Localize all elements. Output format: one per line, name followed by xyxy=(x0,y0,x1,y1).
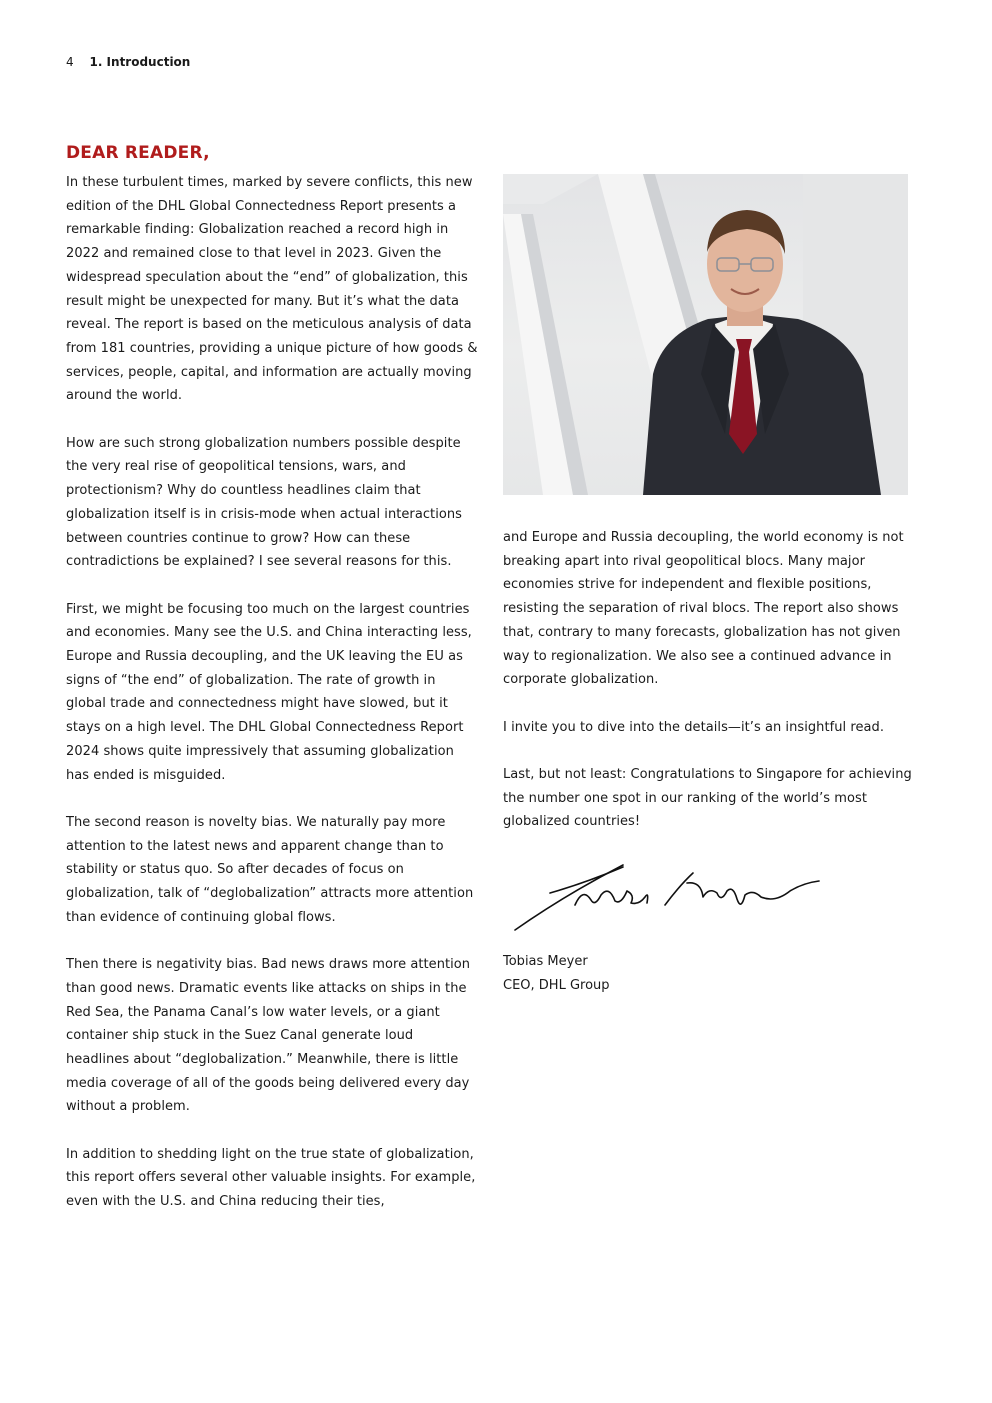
paragraph: I invite you to dive into the details—it’s an insightful read. xyxy=(503,719,885,735)
paragraph: In these turbulent times, marked by severe conflicts, this new edition of the DHL Global Connectedness Report presents a remarkable finding: Globalization reached a record high in 2022 and remained close to that level in 2023. Given the widespread speculation about the “end” of globalization, this result might be unexpected for many. But it’s what the data reveal. The report is based on the meticulous analysis of data from 181 countries, providing a unique picture of how goods & services, people, capital, and information are actually moving around the world. xyxy=(66,175,478,404)
page-number: 4 xyxy=(66,55,74,69)
section-title: 1. Introduction xyxy=(89,55,191,69)
signer-block xyxy=(503,950,610,997)
left-column xyxy=(66,171,478,1214)
paragraph: How are such strong globalization numbers possible despite the very real rise of geopolitical tensions, wars, and protectionism? Why do countless headlines claim that globalization itself is in crisis-mode when actual interactions between countries continue to grow? How can these contradictions be explained? I see several reasons for this. xyxy=(66,435,462,570)
paragraph: The second reason is novelty bias. We naturally pay more attention to the latest news and apparent change than to stability or status quo. So after decades of focus on globalization, talk of “deglobalization” attracts more attention than evidence of continuing global flows. xyxy=(66,814,474,925)
paragraph: First, we might be focusing too much on the largest countries and economies. Many see the U.S. and China interacting less, Europe and Russia decoupling, and the UK leaving the EU as signs of “the end” of globalization. The rate of growth in global trade and connectedness might have slowed, but it stays on a high level. The DHL Global Connectedness Report 2024 shows quite impressively that assuming globalization has ended is misguided. xyxy=(66,601,472,783)
signer-role: CEO, DHL Group xyxy=(503,977,610,993)
paragraph: Then there is negativity bias. Bad news draws more attention than good news. Dramatic events like attacks on ships in the Red Sea, the Panama Canal’s low water levels, or a giant container ship stuck in the Suez Canal generate loud headlines about “deglobalization.” Meanwhile, there is little media coverage of all of the goods being delivered every day without a problem. xyxy=(66,957,471,1115)
right-column xyxy=(503,526,913,834)
paragraph: Last, but not least: Congratulations to Singapore for achieving the number one spot in our ranking of the world’s most globalized countries! xyxy=(503,767,912,830)
handwritten-signature xyxy=(505,855,825,940)
paragraph: and Europe and Russia decoupling, the world economy is not breaking apart into rival geopolitical blocs. Many major economies strive for independent and flexible positions, resisting the separation of rival blocs. The report also shows that, contrary to many forecasts, globalization has not given way to regionalization. We also see a continued advance in corporate globalization. xyxy=(503,530,904,688)
paragraph: In addition to shedding light on the true state of globalization, this report offers several other valuable insights. For example, even with the U.S. and China reducing their ties, xyxy=(66,1146,476,1210)
ceo-portrait-photo xyxy=(503,174,908,495)
signer-name: Tobias Meyer xyxy=(503,954,588,969)
signature-icon xyxy=(505,855,825,940)
page-header xyxy=(66,54,190,70)
portrait-illustration xyxy=(503,174,908,495)
letter-title: DEAR READER, xyxy=(66,143,210,163)
